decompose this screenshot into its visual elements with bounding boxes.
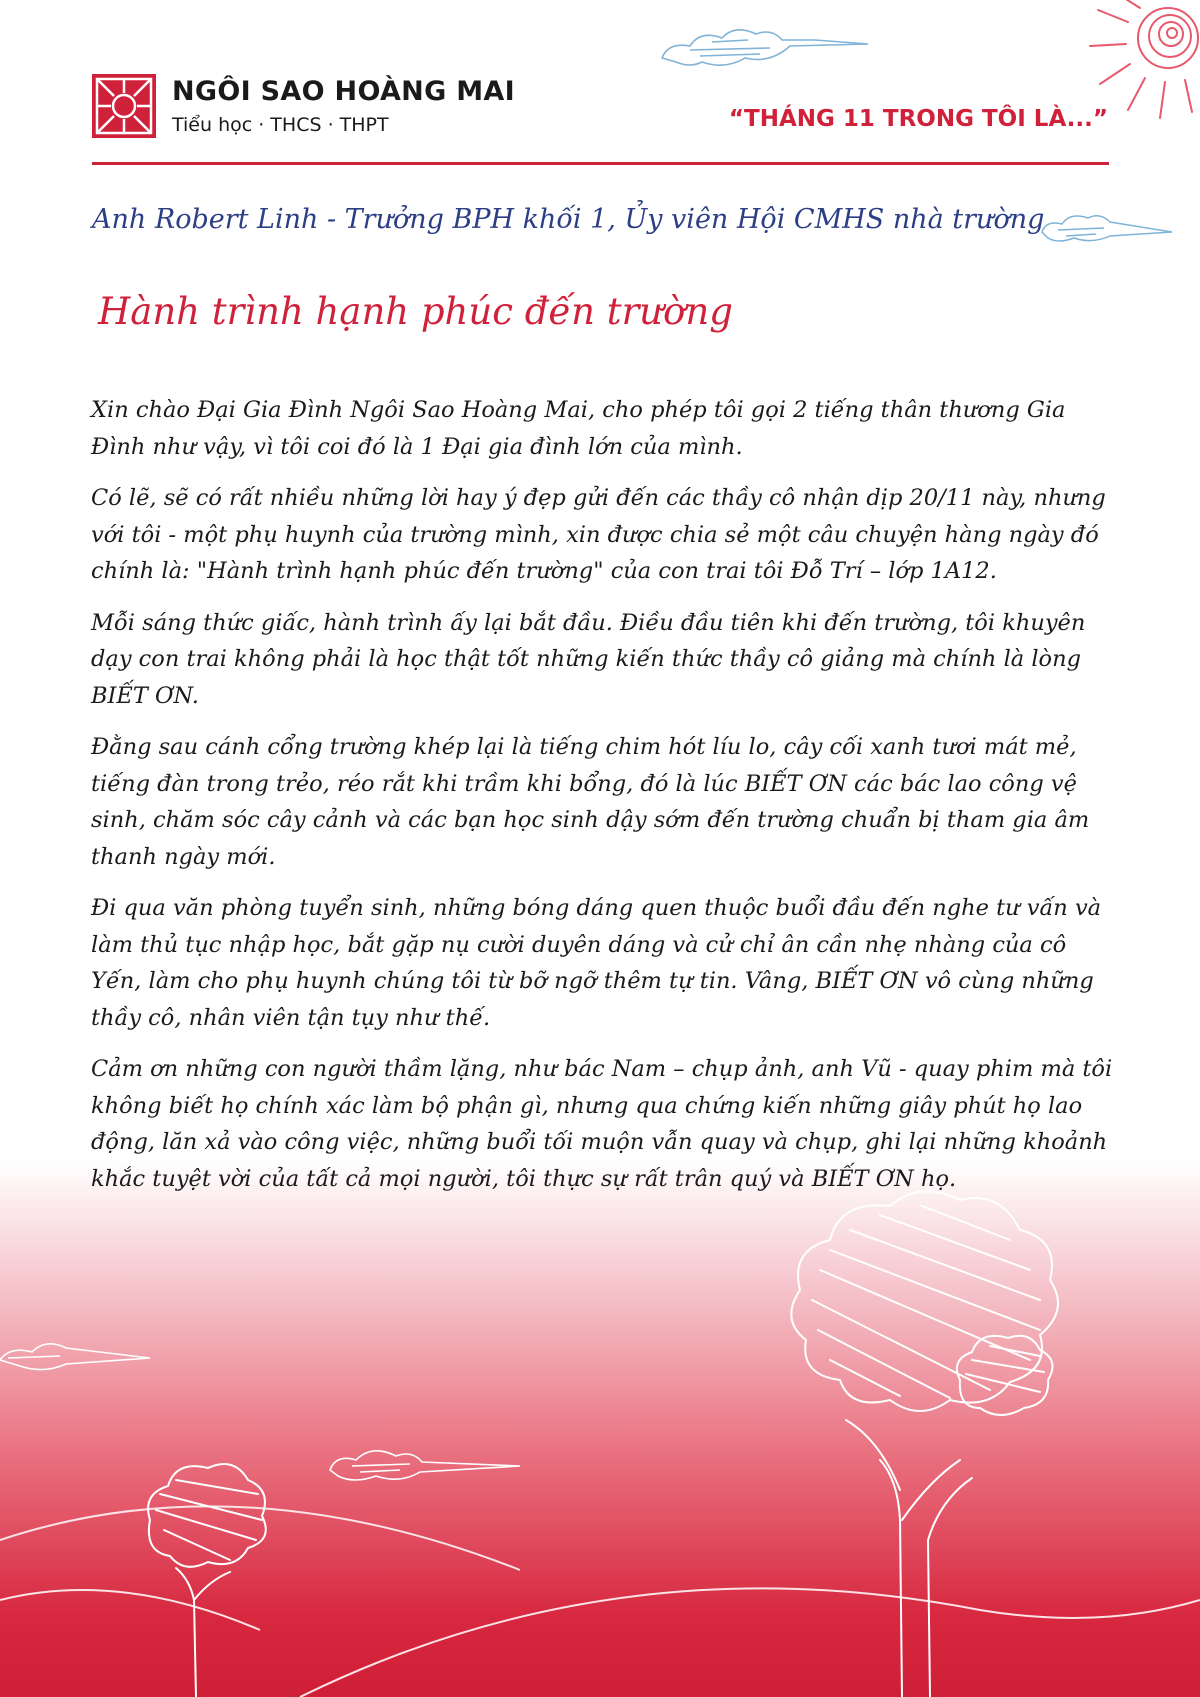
paragraph: Xin chào Đại Gia Đình Ngôi Sao Hoàng Mai, cho phép tôi gọi 2 tiếng thân thương Gia Đình như vậy, vì tôi coi đó là 1 Đại gia đình lớn của mình. xyxy=(91,397,1066,460)
paragraph: Có lẽ, sẽ có rất nhiều những lời hay ý đẹp gửi đến các thầy cô nhận dịp 20/11 này, nhưng với tôi - một phụ huynh của trường mình, xin được chia sẻ một câu chuyện hàng ngày đó chính là: "Hành trình hạnh phúc đến trường" của con trai tôi Đỗ Trí – lớp 1A12. xyxy=(91,485,1106,584)
brand-subtitle: Tiểu học · THCS · THPT xyxy=(172,114,389,136)
hill-sketch-icon xyxy=(0,1506,1200,1697)
paragraph: Mỗi sáng thức giấc, hành trình ấy lại bắt đầu. Điều đầu tiên khi đến trường, tôi khuyên dạy con trai không phải là học thật tốt những kiến thức thầy cô giảng mà chính là lòng BIẾT ƠN. xyxy=(91,609,1086,709)
brand-name: NGÔI SAO HOÀNG MAI xyxy=(172,76,515,107)
article-body xyxy=(91,392,1121,1212)
article-title: Hành trình hạnh phúc đến trường xyxy=(98,290,733,333)
sun-sketch-icon xyxy=(1090,0,1198,118)
cloud-sketch-icon xyxy=(1042,216,1172,241)
author-byline: Anh Robert Linh - Trưởng BPH khối 1, Ủy viên Hội CMHS nhà trường xyxy=(92,204,1045,235)
bottom-scenery xyxy=(0,1160,1200,1697)
campaign-title: “THÁNG 11 TRONG TÔI LÀ...” xyxy=(728,106,1108,132)
paragraph: Đi qua văn phòng tuyển sinh, những bóng dáng quen thuộc buổi đầu đến nghe tư vấn và làm thủ tục nhập học, bắt gặp nụ cười duyên dáng và cử chỉ ân cần nhẹ nhàng của cô Yến, làm cho phụ huynh chúng tôi từ bỡ ngỡ thêm tự tin. Vâng, BIẾT ƠN vô cùng những thầy cô, nhân viên tận tụy như thế. xyxy=(91,895,1102,1031)
cloud-sketch-icon xyxy=(0,1344,520,1480)
paragraph: Đằng sau cánh cổng trường khép lại là tiếng chim hót líu lo, cây cối xanh tươi mát mẻ, tiếng đàn trong trẻo, réo rắt khi trầm khi bổng, đó là lúc BIẾT ƠN các bác lao công vệ sinh, chăm sóc cây cảnh và các bạn học sinh dậy sớm đến trường chuẩn bị tham gia âm thanh ngày mới. xyxy=(91,734,1090,870)
cloud-sketch-icon xyxy=(662,30,868,65)
header-divider xyxy=(92,162,1109,165)
star-sun-logo-icon xyxy=(92,74,156,138)
tree-sketch-icon xyxy=(148,1191,1058,1697)
paragraph: Cảm ơn những con người thầm lặng, như bác Nam – chụp ảnh, anh Vũ - quay phim mà tôi không biết họ chính xác làm bộ phận gì, nhưng qua chứng kiến những giây phút họ lao động, lăn xả vào công việc, những buổi tối muộn vẫn quay và chụp, ghi lại những khoảnh khắc tuyệt vời của tất cả mọi người, tôi thực sự rất trân quý và BIẾT ƠN họ. xyxy=(91,1056,1113,1192)
